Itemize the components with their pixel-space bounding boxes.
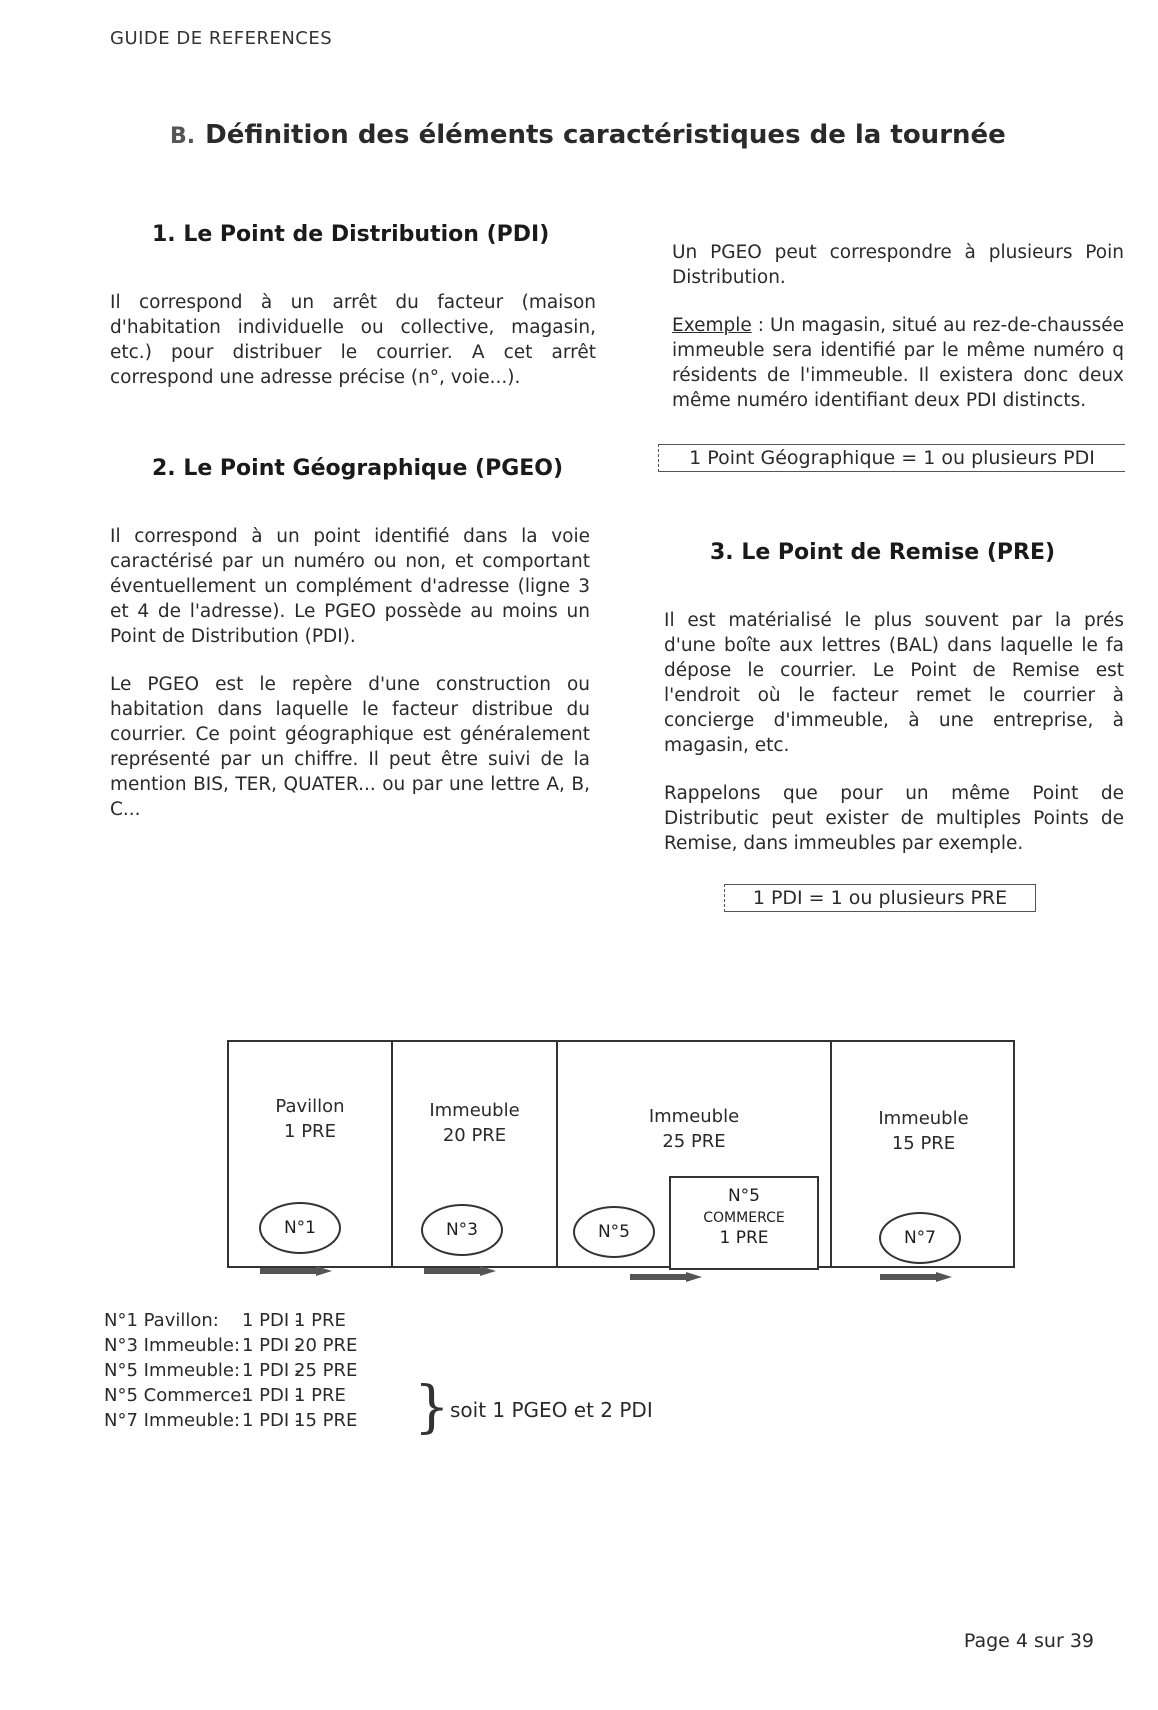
paragraph-pre-text-1: Il est matérialisé le plus souvent par la prés d'une boîte aux lettres (BAL) dans laquelle le fa dépose le courrier. Le Point de Remise est l'endroit où le facteur remet le courrier à concierge d'immeuble, à une entreprise, à magasin, etc. [664, 610, 1124, 756]
arrow-right-icon [880, 1272, 952, 1282]
legend-pre: 15 PRE [294, 1410, 358, 1431]
legend-row [104, 1410, 357, 1431]
legend-row [104, 1335, 357, 1356]
cell-pre: 20 PRE [442, 1125, 507, 1146]
arrow-right-icon [424, 1266, 496, 1276]
legend-pre: 1 PRE [294, 1310, 346, 1331]
legend-pdi: 1 PDI - [242, 1310, 302, 1331]
legend-label: N°1 Pavillon: [104, 1310, 219, 1331]
commerce-number: N°5 [727, 1186, 761, 1206]
cell-name: Immeuble [878, 1108, 969, 1129]
legend-row [104, 1360, 357, 1381]
legend-pdi: 1 PDI - [242, 1385, 302, 1406]
cell-pre: 1 PRE [284, 1121, 336, 1142]
rule-box-pgeo: 1 Point Géographique = 1 ou plusieurs PDI [658, 444, 1125, 472]
legend-label: N°7 Immeuble: [104, 1410, 241, 1431]
paragraph-pgeo-multi [672, 240, 1124, 436]
paragraph-pdi [110, 290, 596, 413]
cell-pre: 15 PRE [891, 1133, 956, 1154]
arrow-right-icon [260, 1266, 332, 1276]
section-title [170, 120, 1006, 150]
legend-pre: 20 PRE [294, 1335, 358, 1356]
legend-pdi: 1 PDI - [242, 1410, 302, 1431]
paragraph-pre-text-2: Rappelons que pour un même Point de Distributic peut exister de multiples Points de Remise, dans immeubles par exemple. [664, 783, 1124, 854]
page-number: Page 4 sur 39 [963, 1630, 1094, 1652]
cell-label-pavillon [229, 1094, 391, 1144]
legend-label: N°3 Immeuble: [104, 1335, 241, 1356]
commerce-pre: 1 PRE [719, 1228, 769, 1248]
cell-name: Pavillon [275, 1096, 345, 1117]
paragraph-pgeo-text-2: Le PGEO est le repère d'une construction ou habitation dans laquelle le facteur distribue du courrier. Ce point géographique est généralement représenté par un chiffre. Il peut être suivi de la mention BIS, TER, QUATER... ou par une lettre A, B, C... [110, 674, 590, 820]
cell-pre: 25 PRE [662, 1131, 726, 1152]
paragraph-pdi-text: Il correspond à un arrêt du facteur (maison d'habitation individuelle ou collective, magasin, etc.) pour distribuer le courrier. A cet arrêt correspond une adresse précise (n°, voie...). [110, 292, 596, 388]
commerce-label: COMMERCE [703, 1210, 785, 1226]
paragraph-pgeo-text-1: Il correspond à un point identifié dans la voie caractérisé par un numéro ou non, et comportant éventuellement un complément d'adresse (ligne 3 et 4 de l'adresse). Le PGEO possède au moins un Point de Distribution (PDI). [110, 526, 590, 647]
address-diagram [227, 1040, 1015, 1268]
heading-pdi: 1. Le Point de Distribution (PDI) [152, 222, 550, 247]
address-number-1: N°1 [259, 1202, 341, 1254]
paragraph-pre [664, 608, 1124, 879]
legend-pre: 25 PRE [294, 1360, 358, 1381]
heading-pre: 3. Le Point de Remise (PRE) [710, 540, 1056, 565]
legend-row [104, 1310, 346, 1331]
paragraph-example [672, 313, 1124, 413]
legend-pdi: 1 PDI - [242, 1360, 302, 1381]
legend-label: N°5 Immeuble: [104, 1360, 241, 1381]
example-label: Exemple [672, 315, 752, 336]
cell-label-immeuble-7 [832, 1106, 1015, 1156]
commerce-box [669, 1176, 819, 1270]
cell-divider [556, 1042, 558, 1266]
cell-label-immeuble-3 [393, 1098, 556, 1148]
legend-label: N°5 Commerce: [104, 1385, 248, 1406]
paragraph-pgeo [110, 524, 590, 845]
document-header: GUIDE DE REFERENCES [110, 28, 333, 49]
legend-pdi: 1 PDI - [242, 1335, 302, 1356]
address-number-7: N°7 [879, 1212, 961, 1264]
cell-label-immeuble-5 [558, 1104, 830, 1154]
rule-box-pdi: 1 PDI = 1 ou plusieurs PRE [724, 884, 1036, 912]
legend-pre: 1 PRE [294, 1385, 346, 1406]
brace-icon: } [414, 1375, 450, 1440]
heading-pgeo: 2. Le Point Géographique (PGEO) [152, 456, 564, 481]
cell-name: Immeuble [648, 1106, 740, 1127]
legend-row [104, 1385, 346, 1406]
cell-divider [391, 1042, 393, 1266]
legend-summary: soit 1 PGEO et 2 PDI [450, 1398, 653, 1422]
section-title-text: Définition des éléments caractéristiques de la tournée [205, 120, 1006, 150]
section-number: B. [170, 124, 196, 149]
arrow-right-icon [630, 1272, 702, 1282]
cell-name: Immeuble [429, 1100, 520, 1121]
address-number-5: N°5 [573, 1206, 655, 1258]
address-number-3: N°3 [421, 1204, 503, 1256]
paragraph-pgeo-multi-text: Un PGEO peut correspondre à plusieurs Poin Distribution. [672, 242, 1124, 288]
example-text: : Un magasin, situé au rez-de-chaussée immeuble sera identifié par le même numéro q résidents de l'immeuble. Il existera donc deux même numéro identifiant deux PDI distincts. [672, 315, 1124, 411]
